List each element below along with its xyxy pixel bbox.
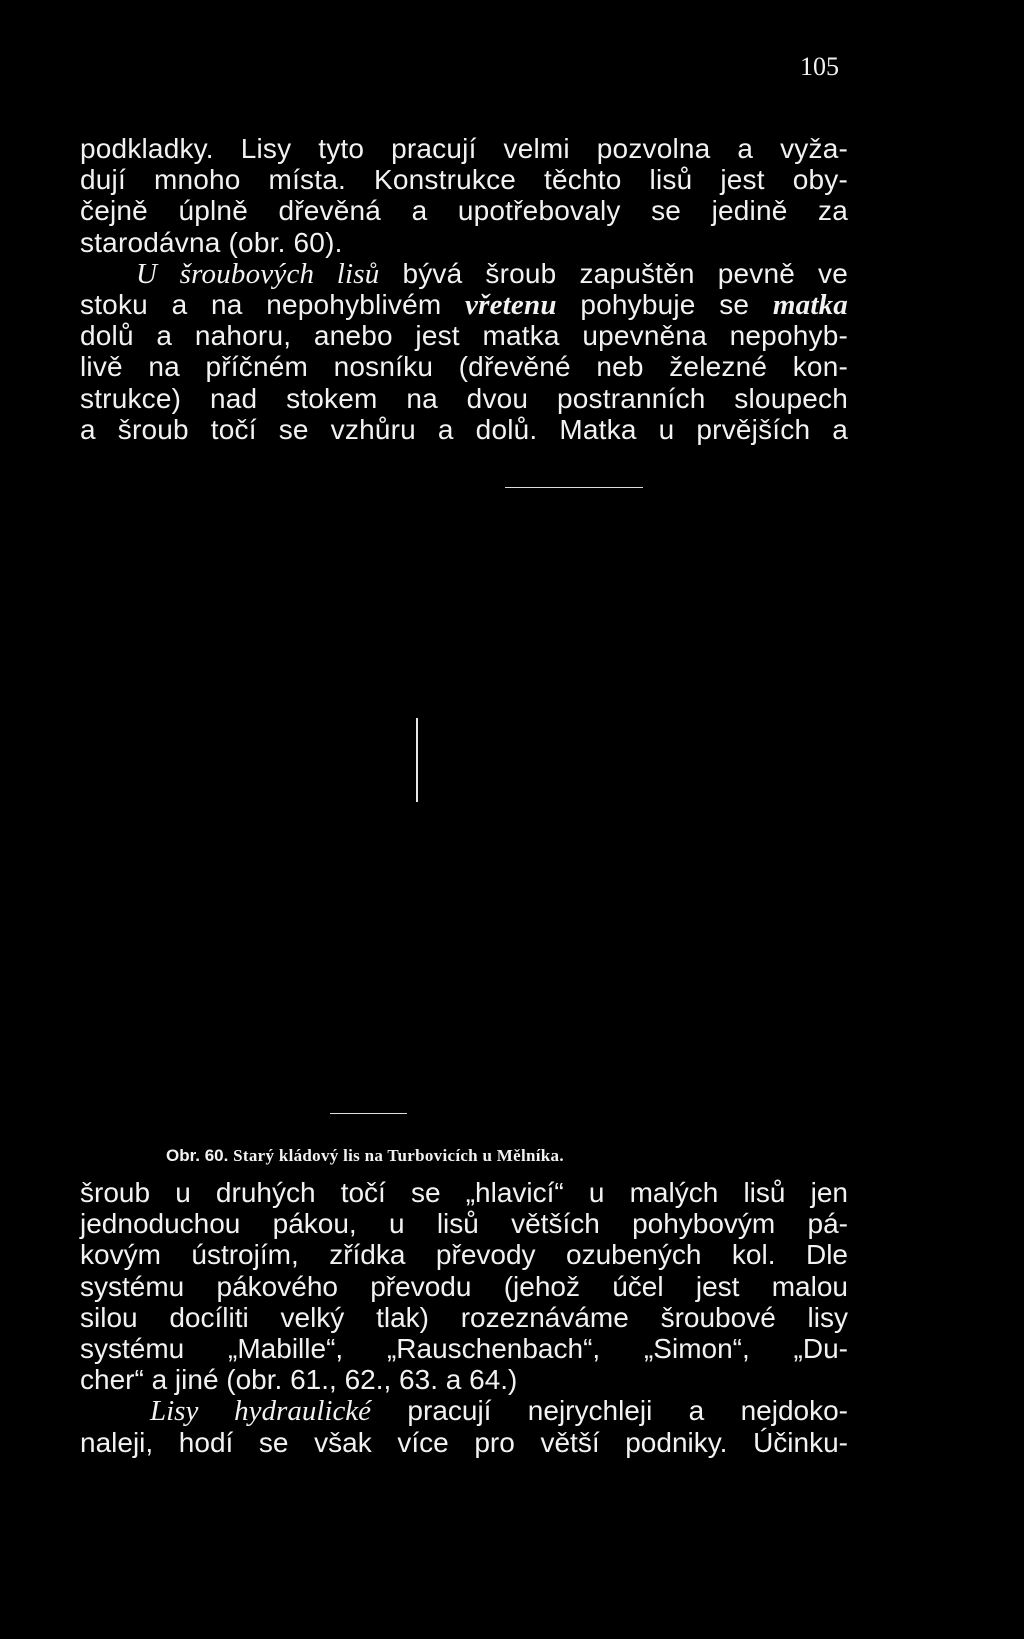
text-line: livě na příčném nosníku (dřevěné neb železné kon- bbox=[80, 351, 848, 383]
text-line: čejně úplně dřevěná a upotřebovaly se jedině za bbox=[80, 195, 848, 227]
text-line bbox=[80, 258, 848, 289]
paragraph-top bbox=[80, 133, 848, 445]
text-line: strukce) nad stokem na dvou postranních sloupech bbox=[80, 382, 848, 414]
figure-caption bbox=[166, 1146, 564, 1166]
figure-image-area bbox=[110, 510, 890, 1130]
text-line: cher“ a jiné (obr. 61., 62., 63. a 64.) bbox=[80, 1364, 518, 1396]
text-line: systému „Mabille“, „Rauschenbach“, „Simon“, „Du- bbox=[80, 1332, 848, 1364]
text-line: jednoduchou pákou, u lisů větších pohybovým pá- bbox=[80, 1208, 848, 1240]
figure-rule bbox=[330, 1113, 407, 1114]
text-line: naleji, hodí se však více pro větší podniky. Účinku- bbox=[80, 1426, 848, 1458]
text-line: starodávna (obr. 60). bbox=[80, 226, 343, 258]
text-line bbox=[80, 289, 848, 320]
text-line: dolů a nahoru, anebo jest matka upevněna nepohyb- bbox=[80, 320, 848, 352]
caption-label: Obr. 60. bbox=[166, 1146, 229, 1165]
text-line: silou docíliti velký tlak) rozeznáváme šroubové lisy bbox=[80, 1301, 848, 1333]
text-span: bývá šroub zapuštěn pevně ve bbox=[379, 257, 848, 289]
italic-term: Lisy hydraulické bbox=[150, 1395, 372, 1428]
text-line: kovým ústrojím, zřídka převody ozubených kol. Dle bbox=[80, 1239, 848, 1271]
paragraph-bottom bbox=[80, 1177, 848, 1458]
caption-title: Starý kládový lis na Turbovicích u Mělníka. bbox=[233, 1146, 564, 1165]
text-line: podkladky. Lisy tyto pracují velmi pozvolna a vyža- bbox=[80, 133, 848, 164]
italic-term: vřetenu bbox=[465, 288, 557, 321]
italic-term: U šroubových lisů bbox=[136, 257, 380, 290]
figure-artifact-line bbox=[416, 718, 418, 802]
italic-term: matka bbox=[772, 288, 848, 321]
text-line: šroub u druhých točí se „hlavicí“ u malých lisů jen bbox=[80, 1177, 848, 1208]
text-line: a šroub točí se vzhůru a dolů. Matka u prvějších a bbox=[80, 413, 848, 445]
text-line: systému pákového převodu (jehož účel jest malou bbox=[80, 1270, 848, 1302]
separator-rule bbox=[505, 487, 643, 488]
text-span: stoku a na nepohyblivém bbox=[80, 288, 466, 320]
text-line bbox=[80, 1395, 848, 1426]
text-line: dují mnoho místa. Konstrukce těchto lisů jest oby- bbox=[80, 164, 848, 196]
text-span: pohybuje se bbox=[556, 288, 773, 320]
page-number: 105 bbox=[800, 52, 839, 81]
text-span: pracují nejrychleji a nejdoko- bbox=[371, 1395, 848, 1427]
